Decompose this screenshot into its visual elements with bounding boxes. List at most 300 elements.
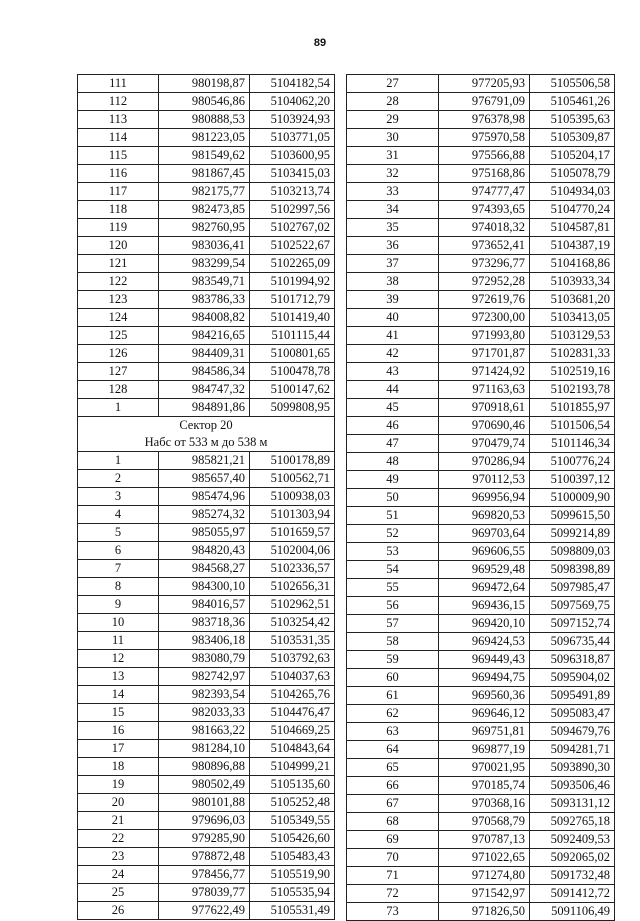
point-number-cell: 69 [347,831,439,849]
x-coordinate-cell: 984820,43 [159,542,250,560]
y-coordinate-cell: 5093890,30 [530,759,615,777]
table-row [347,489,615,507]
table-row [347,813,615,831]
point-number-cell: 119 [78,219,159,237]
x-coordinate-cell: 984216,65 [159,327,250,345]
point-number-cell: 43 [347,363,439,381]
y-coordinate-cell: 5102004,06 [250,542,335,560]
table-row [347,507,615,525]
y-coordinate-cell: 5103213,74 [250,183,335,201]
x-coordinate-cell: 970787,13 [439,831,530,849]
y-coordinate-cell: 5093506,46 [530,777,615,795]
x-coordinate-cell: 969606,55 [439,543,530,561]
y-coordinate-cell: 5105535,94 [250,884,335,902]
table-row [347,597,615,615]
point-number-cell: 112 [78,93,159,111]
y-coordinate-cell: 5104587,81 [530,219,615,237]
y-coordinate-cell: 5105506,58 [530,75,615,93]
x-coordinate-cell: 978039,77 [159,884,250,902]
y-coordinate-cell: 5101855,97 [530,399,615,417]
point-number-cell: 5 [78,524,159,542]
table-row [347,453,615,471]
x-coordinate-cell: 980198,87 [159,75,250,93]
table-row [347,327,615,345]
point-number-cell: 25 [78,884,159,902]
x-coordinate-cell: 978872,48 [159,848,250,866]
table-row [78,488,335,506]
x-coordinate-cell: 984891,86 [159,399,250,417]
y-coordinate-cell: 5102656,31 [250,578,335,596]
table-row [78,668,335,686]
x-coordinate-cell: 969646,12 [439,705,530,723]
point-number-cell: 115 [78,147,159,165]
point-number-cell: 14 [78,686,159,704]
table-row [78,650,335,668]
x-coordinate-cell: 969529,48 [439,561,530,579]
x-coordinate-cell: 971424,92 [439,363,530,381]
x-coordinate-cell: 969449,43 [439,651,530,669]
point-number-cell: 64 [347,741,439,759]
y-coordinate-cell: 5100397,12 [530,471,615,489]
table-row [347,417,615,435]
x-coordinate-cell: 982742,97 [159,668,250,686]
y-coordinate-cell: 5102522,67 [250,237,335,255]
table-row [78,93,335,111]
y-coordinate-cell: 5101146,34 [530,435,615,453]
x-coordinate-cell: 980896,88 [159,758,250,776]
x-coordinate-cell: 970368,16 [439,795,530,813]
point-number-cell: 4 [78,506,159,524]
x-coordinate-cell: 984568,27 [159,560,250,578]
table-row [78,866,335,884]
point-number-cell: 111 [78,75,159,93]
table-row [347,165,615,183]
left-table-rows-a [78,75,335,417]
x-coordinate-cell: 971163,63 [439,381,530,399]
table-row [347,867,615,885]
y-coordinate-cell: 5100938,03 [250,488,335,506]
y-coordinate-cell: 5105078,79 [530,165,615,183]
y-coordinate-cell: 5103771,05 [250,129,335,147]
table-row [78,884,335,902]
table-row [347,705,615,723]
x-coordinate-cell: 981284,10 [159,740,250,758]
x-coordinate-cell: 974018,32 [439,219,530,237]
table-row [347,669,615,687]
point-number-cell: 7 [78,560,159,578]
point-number-cell: 128 [78,381,159,399]
y-coordinate-cell: 5102962,51 [250,596,335,614]
table-row [347,471,615,489]
table-row [347,345,615,363]
table-row [78,470,335,488]
table-row [347,651,615,669]
x-coordinate-cell: 982760,95 [159,219,250,237]
x-coordinate-cell: 971022,65 [439,849,530,867]
table-row [347,885,615,903]
table-row [347,291,615,309]
point-number-cell: 33 [347,183,439,201]
point-number-cell: 40 [347,309,439,327]
table-row [78,381,335,399]
y-coordinate-cell: 5103129,53 [530,327,615,345]
table-row [347,903,615,921]
x-coordinate-cell: 983786,33 [159,291,250,309]
table-row [347,309,615,327]
x-coordinate-cell: 978456,77 [159,866,250,884]
y-coordinate-cell: 5092765,18 [530,813,615,831]
point-number-cell: 19 [78,776,159,794]
table-row [78,291,335,309]
x-coordinate-cell: 980502,49 [159,776,250,794]
x-coordinate-cell: 971826,50 [439,903,530,921]
x-coordinate-cell: 970185,74 [439,777,530,795]
y-coordinate-cell: 5100147,62 [250,381,335,399]
table-row [347,435,615,453]
x-coordinate-cell: 983036,41 [159,237,250,255]
y-coordinate-cell: 5100776,24 [530,453,615,471]
x-coordinate-cell: 983406,18 [159,632,250,650]
y-coordinate-cell: 5104387,19 [530,237,615,255]
point-number-cell: 1 [78,452,159,470]
x-coordinate-cell: 982033,33 [159,704,250,722]
x-coordinate-cell: 976791,09 [439,93,530,111]
point-number-cell: 1 [78,399,159,417]
point-number-cell: 62 [347,705,439,723]
y-coordinate-cell: 5098398,89 [530,561,615,579]
x-coordinate-cell: 970690,46 [439,417,530,435]
x-coordinate-cell: 970286,94 [439,453,530,471]
x-coordinate-cell: 983549,71 [159,273,250,291]
point-number-cell: 56 [347,597,439,615]
point-number-cell: 63 [347,723,439,741]
point-number-cell: 18 [78,758,159,776]
point-number-cell: 121 [78,255,159,273]
table-row [347,75,615,93]
table-row [78,506,335,524]
y-coordinate-cell: 5104934,03 [530,183,615,201]
table-row [347,399,615,417]
table-row [78,147,335,165]
point-number-cell: 32 [347,165,439,183]
table-row [78,524,335,542]
table-row [347,615,615,633]
point-number-cell: 114 [78,129,159,147]
x-coordinate-cell: 974393,65 [439,201,530,219]
table-row [347,255,615,273]
table-row [78,237,335,255]
x-coordinate-cell: 985821,21 [159,452,250,470]
point-number-cell: 10 [78,614,159,632]
point-number-cell: 126 [78,345,159,363]
x-coordinate-cell: 982473,85 [159,201,250,219]
point-number-cell: 35 [347,219,439,237]
table-row [78,327,335,345]
point-number-cell: 113 [78,111,159,129]
point-number-cell: 57 [347,615,439,633]
point-number-cell: 118 [78,201,159,219]
x-coordinate-cell: 982175,77 [159,183,250,201]
table-row [347,525,615,543]
table-row [347,633,615,651]
table-row [78,399,335,417]
point-number-cell: 50 [347,489,439,507]
x-coordinate-cell: 975970,58 [439,129,530,147]
y-coordinate-cell: 5094679,76 [530,723,615,741]
y-coordinate-cell: 5102767,02 [250,219,335,237]
point-number-cell: 125 [78,327,159,345]
y-coordinate-cell: 5095491,89 [530,687,615,705]
y-coordinate-cell: 5101712,79 [250,291,335,309]
left-coordinate-table [77,74,335,920]
y-coordinate-cell: 5104168,86 [530,255,615,273]
point-number-cell: 15 [78,704,159,722]
y-coordinate-cell: 5101303,94 [250,506,335,524]
point-number-cell: 22 [78,830,159,848]
point-number-cell: 61 [347,687,439,705]
table-row [78,75,335,93]
table-row [78,111,335,129]
table-row [347,129,615,147]
point-number-cell: 44 [347,381,439,399]
x-coordinate-cell: 972300,00 [439,309,530,327]
x-coordinate-cell: 969424,53 [439,633,530,651]
y-coordinate-cell: 5101115,44 [250,327,335,345]
y-coordinate-cell: 5099615,50 [530,507,615,525]
table-row [78,902,335,920]
point-number-cell: 42 [347,345,439,363]
y-coordinate-cell: 5101994,92 [250,273,335,291]
y-coordinate-cell: 5102193,78 [530,381,615,399]
table-row [347,777,615,795]
table-row [78,183,335,201]
x-coordinate-cell: 981867,45 [159,165,250,183]
point-number-cell: 67 [347,795,439,813]
y-coordinate-cell: 5105461,26 [530,93,615,111]
table-row [78,812,335,830]
point-number-cell: 21 [78,812,159,830]
table-row [78,758,335,776]
table-row [347,561,615,579]
y-coordinate-cell: 5105395,63 [530,111,615,129]
y-coordinate-cell: 5105531,49 [250,902,335,920]
x-coordinate-cell: 981663,22 [159,722,250,740]
table-row [78,848,335,866]
x-coordinate-cell: 971993,80 [439,327,530,345]
table-row [78,596,335,614]
point-number-cell: 36 [347,237,439,255]
point-number-cell: 41 [347,327,439,345]
table-row [78,129,335,147]
point-number-cell: 72 [347,885,439,903]
x-coordinate-cell: 971274,80 [439,867,530,885]
x-coordinate-cell: 979696,03 [159,812,250,830]
y-coordinate-cell: 5105204,17 [530,147,615,165]
y-coordinate-cell: 5103600,95 [250,147,335,165]
point-number-cell: 24 [78,866,159,884]
left-table-rows-b [78,452,335,920]
table-row [78,363,335,381]
y-coordinate-cell: 5103792,63 [250,650,335,668]
table-row [347,111,615,129]
table-row [78,794,335,812]
x-coordinate-cell: 977205,93 [439,75,530,93]
table-row [347,795,615,813]
y-coordinate-cell: 5103254,42 [250,614,335,632]
y-coordinate-cell: 5096735,44 [530,633,615,651]
x-coordinate-cell: 983718,36 [159,614,250,632]
y-coordinate-cell: 5098809,03 [530,543,615,561]
y-coordinate-cell: 5104770,24 [530,201,615,219]
x-coordinate-cell: 973652,41 [439,237,530,255]
y-coordinate-cell: 5102831,33 [530,345,615,363]
y-coordinate-cell: 5104669,25 [250,722,335,740]
y-coordinate-cell: 5097985,47 [530,579,615,597]
table-row [347,237,615,255]
point-number-cell: 28 [347,93,439,111]
point-number-cell: 124 [78,309,159,327]
y-coordinate-cell: 5104843,64 [250,740,335,758]
y-coordinate-cell: 5103933,34 [530,273,615,291]
table-row [78,273,335,291]
x-coordinate-cell: 979285,90 [159,830,250,848]
table-row [78,614,335,632]
y-coordinate-cell: 5100562,71 [250,470,335,488]
point-number-cell: 8 [78,578,159,596]
x-coordinate-cell: 971701,87 [439,345,530,363]
section-subtitle: Набс от 533 м до 538 м [78,434,335,452]
section-title-row [78,417,335,435]
point-number-cell: 122 [78,273,159,291]
y-coordinate-cell: 5103415,03 [250,165,335,183]
x-coordinate-cell: 970021,95 [439,759,530,777]
y-coordinate-cell: 5095083,47 [530,705,615,723]
y-coordinate-cell: 5102997,56 [250,201,335,219]
table-row [347,831,615,849]
section-header [78,417,335,452]
y-coordinate-cell: 5103924,93 [250,111,335,129]
table-row [347,579,615,597]
x-coordinate-cell: 980101,88 [159,794,250,812]
right-table-rows [347,75,615,921]
table-row [347,723,615,741]
x-coordinate-cell: 980888,53 [159,111,250,129]
table-row [78,165,335,183]
y-coordinate-cell: 5105309,87 [530,129,615,147]
y-coordinate-cell: 5105349,55 [250,812,335,830]
point-number-cell: 38 [347,273,439,291]
y-coordinate-cell: 5099808,95 [250,399,335,417]
y-coordinate-cell: 5097569,75 [530,597,615,615]
x-coordinate-cell: 970479,74 [439,435,530,453]
x-coordinate-cell: 971542,97 [439,885,530,903]
point-number-cell: 45 [347,399,439,417]
x-coordinate-cell: 970918,61 [439,399,530,417]
x-coordinate-cell: 984586,34 [159,363,250,381]
point-number-cell: 59 [347,651,439,669]
y-coordinate-cell: 5101659,57 [250,524,335,542]
x-coordinate-cell: 985657,40 [159,470,250,488]
y-coordinate-cell: 5092065,02 [530,849,615,867]
y-coordinate-cell: 5105252,48 [250,794,335,812]
point-number-cell: 68 [347,813,439,831]
point-number-cell: 6 [78,542,159,560]
y-coordinate-cell: 5105426,60 [250,830,335,848]
point-number-cell: 123 [78,291,159,309]
point-number-cell: 49 [347,471,439,489]
y-coordinate-cell: 5103413,05 [530,309,615,327]
x-coordinate-cell: 970568,79 [439,813,530,831]
table-row [347,849,615,867]
y-coordinate-cell: 5096318,87 [530,651,615,669]
y-coordinate-cell: 5100178,89 [250,452,335,470]
table-row [347,201,615,219]
y-coordinate-cell: 5101506,54 [530,417,615,435]
x-coordinate-cell: 972952,28 [439,273,530,291]
y-coordinate-cell: 5100009,90 [530,489,615,507]
x-coordinate-cell: 982393,54 [159,686,250,704]
point-number-cell: 29 [347,111,439,129]
table-row [78,578,335,596]
table-row [78,776,335,794]
point-number-cell: 116 [78,165,159,183]
table-row [347,219,615,237]
y-coordinate-cell: 5104182,54 [250,75,335,93]
x-coordinate-cell: 969420,10 [439,615,530,633]
point-number-cell: 51 [347,507,439,525]
table-row [347,93,615,111]
page-number: 89 [313,37,327,49]
point-number-cell: 117 [78,183,159,201]
point-number-cell: 47 [347,435,439,453]
x-coordinate-cell: 972619,76 [439,291,530,309]
x-coordinate-cell: 984300,10 [159,578,250,596]
x-coordinate-cell: 976378,98 [439,111,530,129]
point-number-cell: 65 [347,759,439,777]
section-subtitle-row [78,434,335,452]
point-number-cell: 34 [347,201,439,219]
table-row [78,722,335,740]
table-row [78,560,335,578]
table-row [347,381,615,399]
y-coordinate-cell: 5094281,71 [530,741,615,759]
table-row [78,309,335,327]
y-coordinate-cell: 5091732,48 [530,867,615,885]
x-coordinate-cell: 983299,54 [159,255,250,273]
table-row [347,741,615,759]
y-coordinate-cell: 5099214,89 [530,525,615,543]
y-coordinate-cell: 5104265,76 [250,686,335,704]
x-coordinate-cell: 969703,64 [439,525,530,543]
x-coordinate-cell: 969877,19 [439,741,530,759]
y-coordinate-cell: 5097152,74 [530,615,615,633]
x-coordinate-cell: 983080,79 [159,650,250,668]
table-row [78,345,335,363]
x-coordinate-cell: 969820,53 [439,507,530,525]
x-coordinate-cell: 981549,62 [159,147,250,165]
point-number-cell: 13 [78,668,159,686]
point-number-cell: 31 [347,147,439,165]
table-row [78,830,335,848]
x-coordinate-cell: 985274,32 [159,506,250,524]
point-number-cell: 39 [347,291,439,309]
point-number-cell: 23 [78,848,159,866]
point-number-cell: 26 [78,902,159,920]
y-coordinate-cell: 5102336,57 [250,560,335,578]
y-coordinate-cell: 5104999,21 [250,758,335,776]
x-coordinate-cell: 970112,53 [439,471,530,489]
x-coordinate-cell: 981223,05 [159,129,250,147]
